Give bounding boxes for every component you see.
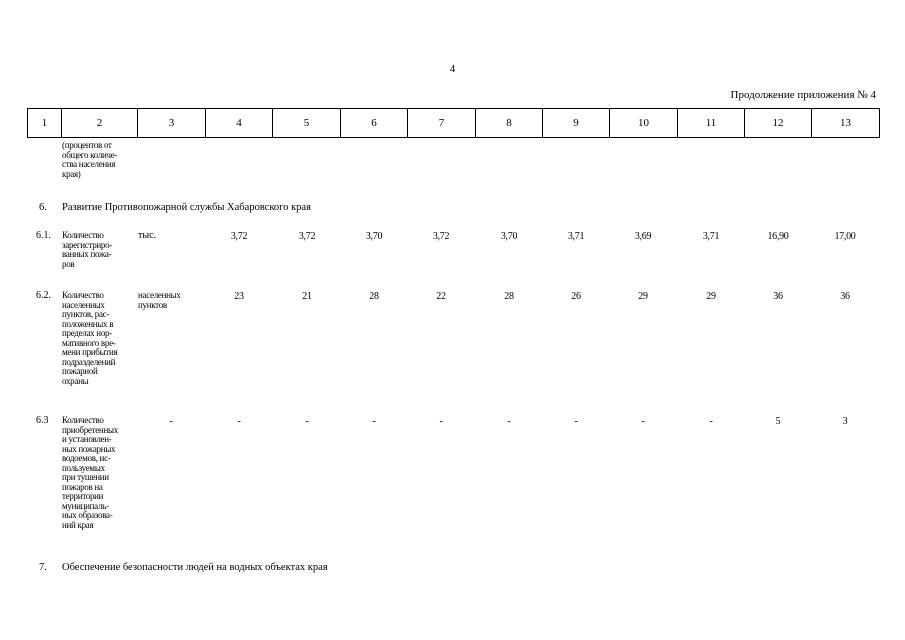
- row-name-line: приобретенных: [62, 424, 118, 435]
- row-6-1-value-col4: 3,72: [230, 231, 248, 242]
- row-unit-line: тыс.: [138, 230, 157, 241]
- row-6-1-value-col5: 3,72: [298, 231, 316, 242]
- carryover-line: (процентов от: [62, 140, 112, 150]
- row-6-2-value-col12: 36: [773, 291, 783, 302]
- row-name-line: пожаров на: [62, 481, 103, 492]
- carryover-line: общего количе-: [62, 149, 118, 160]
- header-cell: 5: [273, 109, 341, 138]
- column-header-table: [27, 108, 880, 138]
- row-name-line: пределах нор-: [62, 328, 112, 338]
- section-6-number: 6.: [39, 202, 47, 213]
- row-unit-line: населенных: [138, 290, 181, 300]
- row-6-1-name: [62, 231, 112, 269]
- row-6-2-value-col6: 28: [369, 291, 379, 302]
- row-6-2-value-col7: 22: [436, 291, 446, 302]
- row-name-line: ванных пожа-: [62, 249, 112, 259]
- row-name-line: ров: [62, 258, 75, 269]
- header-row: [28, 109, 880, 138]
- header-cell: 10: [610, 109, 678, 138]
- row-6-3-value-col8: -: [507, 416, 511, 427]
- row-6-2-number: 6.2.: [36, 290, 51, 301]
- row-6-2-name: [62, 291, 117, 386]
- header-cell: 13: [812, 109, 880, 138]
- row-name-line: при тушении: [62, 472, 109, 482]
- row-6-2-value-col13: 36: [840, 291, 850, 302]
- row-6-2-value-col8: 28: [504, 291, 514, 302]
- row-name-line: Количество: [62, 230, 104, 240]
- page-number: 4: [449, 63, 456, 75]
- row-name-line: и установлен-: [62, 434, 112, 444]
- row-name-line: пожарной: [62, 366, 98, 376]
- row-6-1-value-col12: 16,90: [767, 231, 789, 242]
- row-6-1-value-col6: 3,70: [365, 231, 383, 242]
- row-6-2-value-col4: 23: [234, 291, 244, 302]
- row-name-line: охраны: [62, 375, 89, 386]
- header-cell: 12: [745, 109, 812, 138]
- row-name-line: положенных в: [62, 318, 114, 329]
- row-name-line: мативного вре-: [62, 337, 116, 348]
- row-6-3-value-col9: -: [574, 416, 578, 427]
- row-name-line: зарегистриро-: [62, 239, 113, 250]
- row-unit-line: пунктов: [138, 299, 167, 310]
- row-name-line: территории: [62, 491, 104, 501]
- row-6-3-value-col4: -: [237, 416, 241, 427]
- row-6-1-value-col9: 3,71: [567, 231, 585, 242]
- row-6-1-value-col11: 3,71: [702, 231, 720, 242]
- section-6-title: Развитие Противопожарной службы Хабаровского края: [62, 202, 311, 213]
- row-6-2-value-col9: 26: [571, 291, 581, 302]
- row-6-1-value-col8: 3,70: [500, 231, 518, 242]
- row-6-3-value-col6: -: [372, 416, 376, 427]
- row-6-3-value-col12: 5: [775, 416, 781, 427]
- row-6-3-value-col5: -: [305, 416, 309, 427]
- row-name-line: пунктов, рас-: [62, 309, 110, 319]
- row-6-2-value-col11: 29: [706, 291, 716, 302]
- row-6-2-value-col10: 29: [638, 291, 648, 302]
- row-name-line: водоемов, ис-: [62, 453, 111, 463]
- row-name-line: ний края: [62, 519, 94, 530]
- row-name-line: ных образова-: [62, 510, 113, 520]
- row-6-1-value-col13: 17,00: [834, 231, 856, 242]
- row-6-2-unit: [138, 291, 181, 310]
- header-cell: 9: [543, 109, 610, 138]
- row-name-line: Количество: [62, 415, 104, 425]
- carryover-line: края): [62, 168, 81, 179]
- row-name-line: муниципаль-: [62, 500, 109, 511]
- row-name-line: Количество: [62, 290, 104, 300]
- carryover-text: [62, 141, 117, 179]
- row-6-3-value-col10: -: [641, 416, 645, 427]
- row-6-1-number: 6.1.: [36, 230, 51, 241]
- carryover-line: ства населения: [62, 159, 116, 169]
- row-6-1-value-col7: 3,72: [432, 231, 450, 242]
- row-6-1-value-col10: 3,69: [634, 231, 652, 242]
- header-cell: 8: [476, 109, 543, 138]
- row-6-2-value-col5: 21: [302, 291, 312, 302]
- header-cell: 6: [341, 109, 408, 138]
- row-6-3-name: [62, 416, 118, 530]
- row-6-3-value-col11: -: [709, 416, 713, 427]
- header-cell: 1: [28, 109, 62, 138]
- row-6-3-value-col7: -: [439, 416, 443, 427]
- row-name-line: подразделений: [62, 356, 116, 367]
- header-cell: 7: [408, 109, 476, 138]
- row-name-line: пользуемых: [62, 462, 105, 473]
- row-name-line: населенных: [62, 299, 105, 310]
- row-name-line: ных пожарных: [62, 443, 116, 454]
- row-6-3-number: 6.3: [36, 415, 49, 426]
- header-cell: 2: [62, 109, 138, 138]
- row-6-3-value-col13: 3: [842, 416, 848, 427]
- section-7-title: Обеспечение безопасности людей на водных объектах края: [62, 562, 328, 573]
- row-6-1-unit: [138, 231, 156, 241]
- header-cell: 11: [678, 109, 745, 138]
- header-cell: 4: [206, 109, 273, 138]
- continuation-caption: Продолжение приложения № 4: [730, 89, 876, 101]
- row-6-3-unit: -: [169, 416, 173, 427]
- header-cell: 3: [138, 109, 206, 138]
- row-name-line: мени прибытия: [62, 347, 118, 357]
- section-7-number: 7.: [39, 562, 47, 573]
